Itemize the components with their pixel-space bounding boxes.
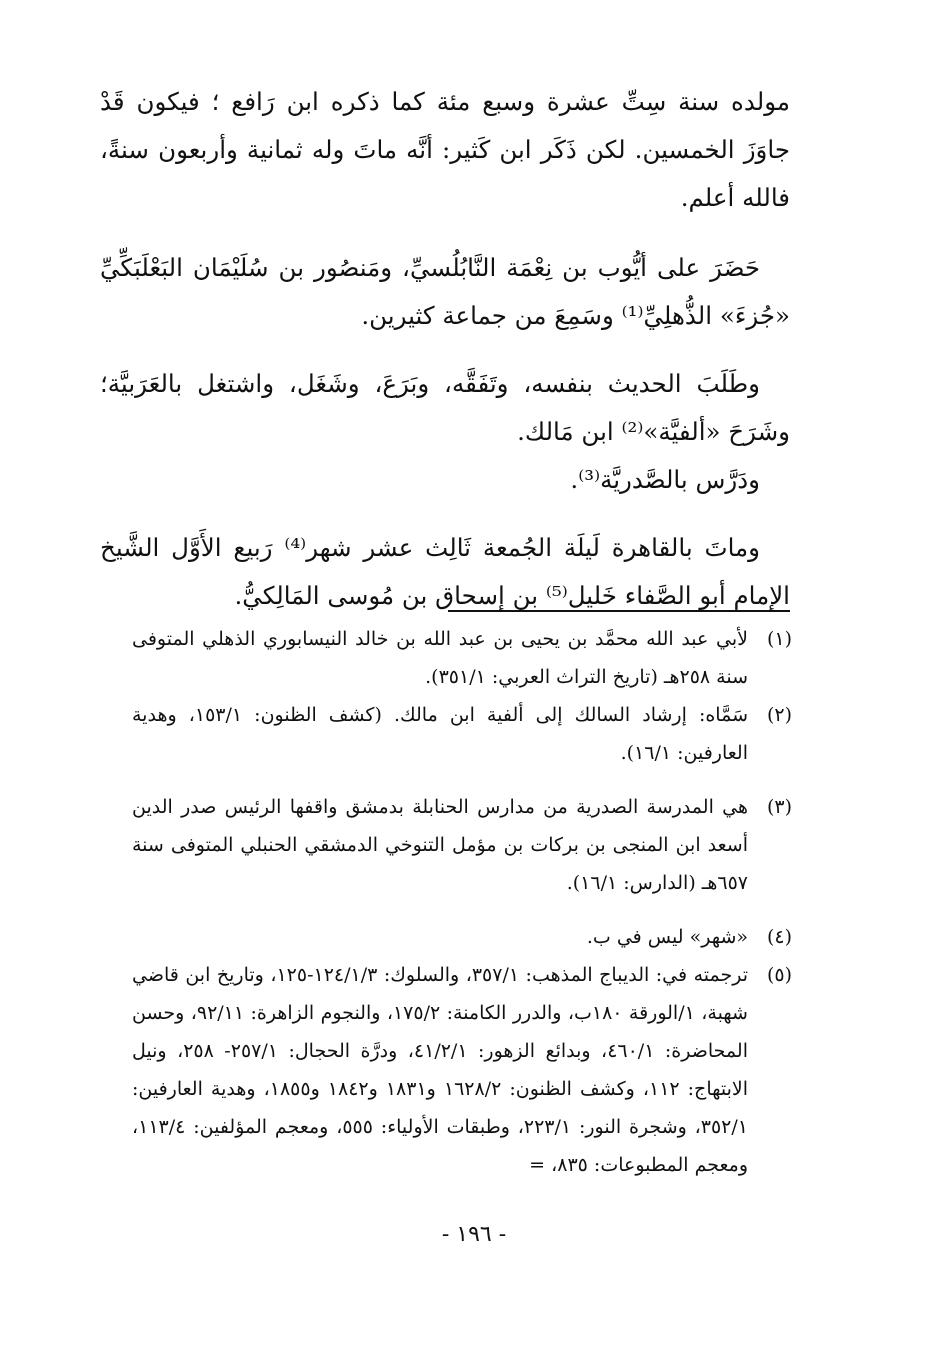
footnote-text: لأبي عبد الله محمَّد بن يحيى بن عبد الله بن خالد النيسابوري الذهلي المتوفى سنة ٢٥٨هـ (تاريخ التراث العربي: ٣٥١/١). — [132, 628, 748, 688]
footnote-number: (٤) — [766, 926, 792, 948]
footnote-2 — [132, 696, 792, 772]
paragraph-teachers: حَضَرَ على أيُّوب بن نِعْمَة النَّابُلُسيِّ، ومَنصُور بن سُلَيْمَان البَعْلَبَكِّيِّ «جُزءَ» الذُّهلِيِّ⁽¹⁾ وسَمِعَ من جماعة كثيرين. — [100, 253, 790, 330]
paragraph-birth: مولده سنة سِتِّ عشرة وسبع مئة كما ذكره ابن رَافع ؛ فيكون قَدْ جاوَزَ الخمسين. لكن ذَكَر ابن كَثير: أنَّه ماتَ وله ثمانية وأربعون سنةً، فالله أعلم. — [100, 87, 790, 212]
paragraph-teaching: ودَرَّس بالصَّدريَّة⁽³⁾. — [570, 465, 760, 494]
footnote-separator — [448, 610, 790, 612]
footnote-1 — [132, 620, 792, 696]
footnote-text: سَمَّاه: إرشاد السالك إلى ألفية ابن مالك. (كشف الظنون: ١٥٣/١، وهدية العارفين: ١٦/١). — [132, 704, 748, 764]
footnote-number: (٣) — [766, 796, 792, 818]
footnote-text: هي المدرسة الصدرية من مدارس الحنابلة بدمشق واقفها الرئيس صدر الدين أسعد ابن المنجى بن بركات بن مؤمل التنوخي الدمشقي الحنبلي المتوفى سنة ٦٥٧هـ (الدارس: ١٦/١). — [132, 796, 748, 894]
paragraph-death: وماتَ بالقاهرة لَيلَة الجُمعة ثَالِث عشر شهر⁽⁴⁾ رَبيع الأَوَّل الشَّيخ الإمام أبو الصَّفاء خَليل⁽⁵⁾ بن إسحاق بن مُوسى المَالِكيُّ. — [100, 533, 790, 610]
footnote-number: (٢) — [766, 704, 792, 726]
footnote-3 — [132, 788, 792, 902]
footnote-4 — [132, 918, 792, 956]
footnote-number: (٥) — [766, 964, 792, 986]
main-text — [100, 78, 790, 620]
footnotes — [132, 620, 792, 1184]
footnote-number: (١) — [766, 628, 792, 650]
footnote-text: «شهر» ليس في ب. — [586, 926, 748, 948]
paragraph-studies: وطَلَبَ الحديث بنفسه، وتَفَقَّه، وبَرَعَ، وشَغَل، واشتغل بالعَرَبيَّة؛ وشَرَحَ «ألفيَّة»⁽²⁾ ابن مَالك. — [100, 369, 790, 446]
footnote-5 — [132, 956, 792, 1184]
page-number: - ١٩٦ - — [441, 1222, 507, 1247]
footnote-text: ترجمته في: الديباج المذهب: ٣٥٧/١، والسلوك: ١٢٤/١/٣-١٢٥، وتاريخ ابن قاضي شهبة، ١/الورقة ١٨٠ب، والدرر الكامنة: ١٧٥/٢، والنجوم الزاهرة: ٩٢/١١، وحسن المحاضرة: ٤٦٠/١، وبدائع الزهور: ٤١/٢/١، ودرَّة الحجال: ٢٥٧/١- ٢٥٨، ونيل الابتهاج: ١١٢، وكشف الظنون: ١٦٢٨/٢ و١٨٣١ و١٨٤٢ و١٨٥٥، وهدية العارفين: ٣٥٢/١، وشجرة النور: ٢٢٣/١، وطبقات الأولياء: ٥٥٥، ومعجم المؤلفين: ١١٣/٤، ومعجم المطبوعات: ٨٣٥، = — [132, 964, 748, 1176]
